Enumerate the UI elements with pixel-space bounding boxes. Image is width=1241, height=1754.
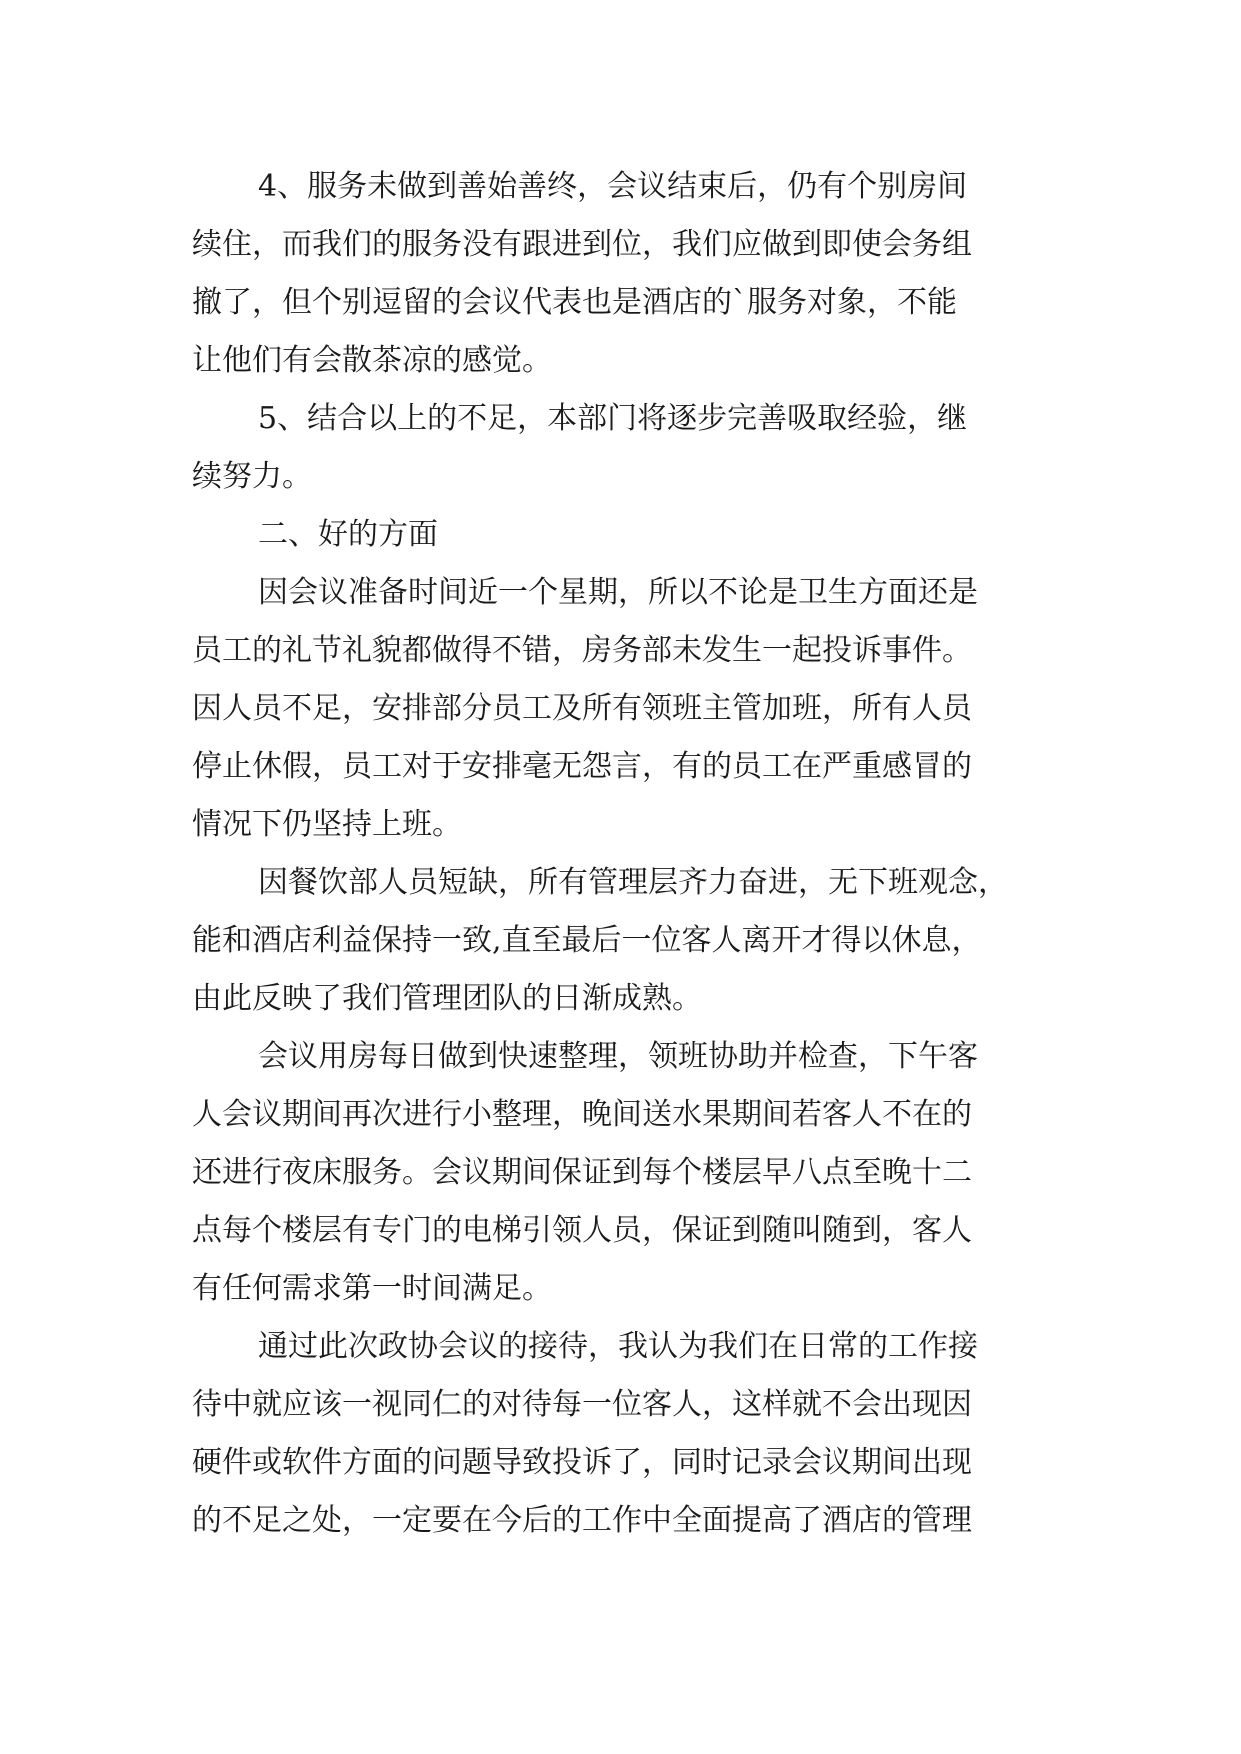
text-line: 能和酒店利益保持一致,直至最后一位客人离开才得以休息，: [192, 923, 982, 958]
text-line: 因餐饮部人员短缺，所有管理层齐力奋进，无下班观念，: [258, 865, 1008, 900]
text-line: 因会议准备时间近一个星期，所以不论是卫生方面还是: [258, 575, 978, 610]
section-heading-good-aspects: [192, 506, 1072, 564]
paragraph-catering-team: [192, 854, 1072, 1028]
section-heading: 二、好的方面: [258, 517, 438, 552]
text-line: 续住，而我们的服务没有跟进到位，我们应做到即使会务组: [192, 227, 972, 262]
paragraph-preparation: [192, 564, 1072, 854]
text-line: 会议用房每日做到快速整理，领班协助并检查，下午客: [258, 1039, 978, 1074]
text-line: 4、服务未做到善始善终，会议结束后，仍有个别房间: [258, 169, 968, 204]
text-line: 待中就应该一视同仁的对待每一位客人，这样就不会出现因: [192, 1387, 972, 1422]
text-line: 因人员不足，安排部分员工及所有领班主管加班，所有人员: [192, 691, 972, 726]
paragraph-room-service: [192, 1028, 1072, 1318]
text-line: 撤了，但个别逗留的会议代表也是酒店的`服务对象，不能: [192, 285, 957, 320]
paragraph-improvement: [192, 390, 1072, 506]
document-body: [192, 158, 1072, 1550]
text-line: 5、结合以上的不足，本部门将逐步完善吸取经验，继: [258, 401, 968, 436]
text-line: 点每个楼层有专门的电梯引领人员，保证到随叫随到，客人: [192, 1213, 972, 1248]
text-line: 员工的礼节礼貌都做得不错，房务部未发生一起投诉事件。: [192, 633, 972, 668]
text-line: 停止休假，员工对于安排毫无怨言，有的员工在严重感冒的: [192, 749, 972, 784]
text-line: 的不足之处，一定要在今后的工作中全面提高了酒店的管理: [192, 1503, 972, 1538]
text-line: 人会议期间再次进行小整理，晚间送水果期间若客人不在的: [192, 1097, 972, 1132]
text-line: 有任何需求第一时间满足。: [192, 1271, 552, 1306]
text-line: 续努力。: [192, 459, 312, 494]
text-line: 让他们有会散茶凉的感觉。: [192, 343, 552, 378]
text-line: 由此反映了我们管理团队的日渐成熟。: [192, 981, 702, 1016]
text-line: 通过此次政协会议的接待，我认为我们在日常的工作接: [258, 1329, 978, 1364]
paragraph-service-incomplete: [192, 158, 1072, 390]
paragraph-conclusion: [192, 1318, 1072, 1550]
text-line: 还进行夜床服务。会议期间保证到每个楼层早八点至晚十二: [192, 1155, 972, 1190]
text-line: 情况下仍坚持上班。: [192, 807, 462, 842]
text-line: 硬件或软件方面的问题导致投诉了，同时记录会议期间出现: [192, 1445, 972, 1480]
